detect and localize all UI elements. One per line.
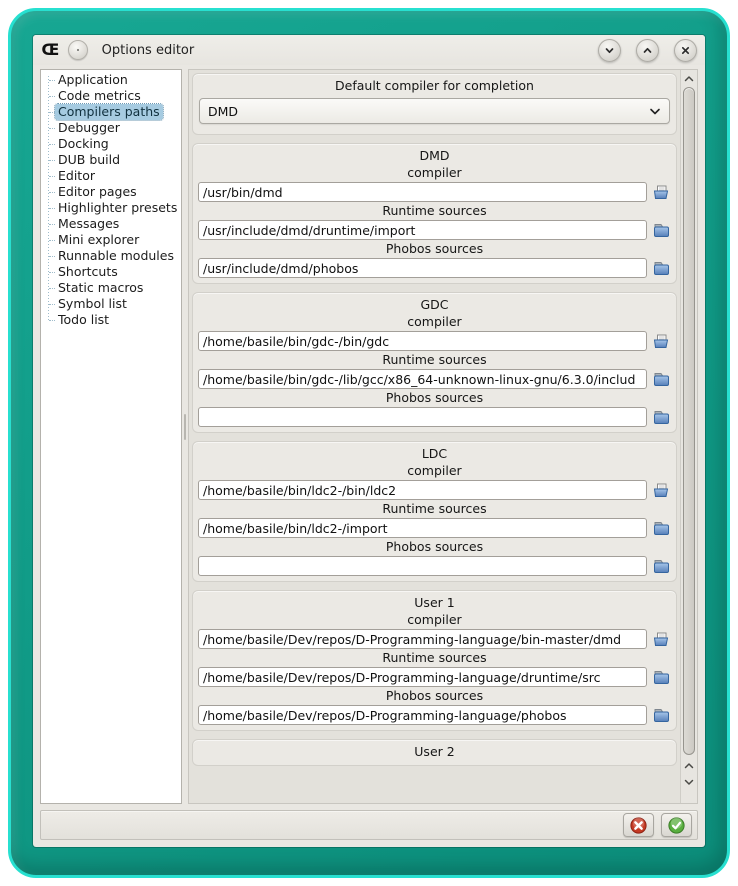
browse-folder-button[interactable] bbox=[652, 371, 671, 388]
browse-file-button[interactable] bbox=[652, 184, 671, 201]
gdc-compiler-input[interactable] bbox=[198, 331, 647, 351]
browse-folder-button[interactable] bbox=[652, 558, 671, 575]
default-compiler-select[interactable] bbox=[199, 98, 670, 124]
titlebar[interactable] bbox=[33, 35, 705, 65]
open-file-icon bbox=[653, 185, 670, 200]
scroll-down-button[interactable] bbox=[681, 774, 697, 789]
gdc-runtime-sources-input[interactable] bbox=[198, 369, 647, 389]
group-title: User 1 bbox=[414, 595, 455, 610]
options-editor-window bbox=[33, 35, 705, 847]
folder-icon bbox=[653, 410, 670, 425]
sidebar-item-editor[interactable]: Editor bbox=[49, 168, 181, 184]
field-label: Phobos sources bbox=[385, 688, 484, 703]
open-file-icon bbox=[653, 334, 670, 349]
folder-icon bbox=[653, 670, 670, 685]
field-label: compiler bbox=[407, 612, 462, 627]
gdc-phobos-sources-input[interactable] bbox=[198, 407, 647, 427]
browse-folder-button[interactable] bbox=[652, 520, 671, 537]
sidebar-item-runnable-modules[interactable]: Runnable modules bbox=[49, 248, 181, 264]
category-tree bbox=[45, 72, 181, 328]
sidebar-item-mini-explorer[interactable]: Mini explorer bbox=[49, 232, 181, 248]
browse-folder-button[interactable] bbox=[652, 260, 671, 277]
field-label: compiler bbox=[407, 165, 462, 180]
vertical-scrollbar[interactable] bbox=[680, 70, 697, 803]
group-title: Default compiler for completion bbox=[335, 78, 534, 93]
dot-icon bbox=[77, 49, 79, 51]
chevron-up-icon bbox=[684, 762, 694, 770]
compiler-group-dmd bbox=[192, 143, 677, 284]
cancel-x-icon bbox=[630, 817, 647, 834]
dmd-compiler-input[interactable] bbox=[198, 182, 647, 202]
combo-value: DMD bbox=[208, 103, 239, 119]
category-sidebar bbox=[40, 69, 182, 804]
sidebar-item-debugger[interactable]: Debugger bbox=[49, 120, 181, 136]
dmd-phobos-sources-input[interactable] bbox=[198, 258, 647, 278]
chevron-down-icon bbox=[604, 45, 615, 56]
close-button[interactable] bbox=[674, 39, 697, 62]
browse-folder-button[interactable] bbox=[652, 669, 671, 686]
footer-bar bbox=[40, 810, 698, 840]
open-file-icon bbox=[653, 632, 670, 647]
minimize-button[interactable] bbox=[598, 39, 621, 62]
dmd-runtime-sources-input[interactable] bbox=[198, 220, 647, 240]
compiler-group-user2 bbox=[192, 739, 677, 766]
field-label: compiler bbox=[407, 314, 462, 329]
sidebar-item-compilers-paths[interactable]: Compilers paths bbox=[49, 104, 181, 120]
field-label: Runtime sources bbox=[382, 650, 487, 665]
app-logo-icon: Œ bbox=[41, 40, 60, 59]
chevron-up-icon bbox=[642, 45, 653, 56]
scrollbar-thumb[interactable] bbox=[683, 87, 695, 755]
browse-folder-button[interactable] bbox=[652, 222, 671, 239]
field-label: Phobos sources bbox=[385, 241, 484, 256]
sidebar-item-todo-list[interactable]: Todo list bbox=[49, 312, 181, 328]
cancel-button[interactable] bbox=[623, 813, 654, 837]
window-title: Options editor bbox=[101, 42, 195, 58]
group-title: LDC bbox=[421, 446, 448, 461]
browse-folder-button[interactable] bbox=[652, 409, 671, 426]
folder-icon bbox=[653, 521, 670, 536]
user1-compiler-input[interactable] bbox=[198, 629, 647, 649]
sidebar-item-messages[interactable]: Messages bbox=[49, 216, 181, 232]
browse-file-button[interactable] bbox=[652, 631, 671, 648]
body-row bbox=[33, 65, 705, 804]
folder-icon bbox=[653, 261, 670, 276]
chevron-up-icon bbox=[684, 75, 694, 83]
folder-icon bbox=[653, 708, 670, 723]
compiler-group-user1 bbox=[192, 590, 677, 731]
sidebar-item-code-metrics[interactable]: Code metrics bbox=[49, 88, 181, 104]
sidebar-item-docking[interactable]: Docking bbox=[49, 136, 181, 152]
splitter[interactable] bbox=[182, 69, 188, 804]
field-label: Runtime sources bbox=[382, 501, 487, 516]
field-label: Runtime sources bbox=[382, 352, 487, 367]
sidebar-item-symbol-list[interactable]: Symbol list bbox=[49, 296, 181, 312]
sidebar-item-highlighter-presets[interactable]: Highlighter presets bbox=[49, 200, 181, 216]
group-title: User 2 bbox=[414, 744, 455, 759]
browse-folder-button[interactable] bbox=[652, 707, 671, 724]
chevron-down-icon bbox=[649, 107, 661, 116]
sidebar-item-dub-build[interactable]: DUB build bbox=[49, 152, 181, 168]
user1-phobos-sources-input[interactable] bbox=[198, 705, 647, 725]
maximize-button[interactable] bbox=[636, 39, 659, 62]
window-frame bbox=[8, 8, 730, 878]
field-label: Phobos sources bbox=[385, 390, 484, 405]
sidebar-item-shortcuts[interactable]: Shortcuts bbox=[49, 264, 181, 280]
field-label: Phobos sources bbox=[385, 539, 484, 554]
scroll-content bbox=[189, 70, 680, 803]
folder-icon bbox=[653, 559, 670, 574]
scroll-up-button-2[interactable] bbox=[681, 758, 697, 773]
compiler-group-gdc bbox=[192, 292, 677, 433]
scroll-up-button[interactable] bbox=[681, 71, 697, 86]
sidebar-item-application[interactable]: Application bbox=[49, 72, 181, 88]
open-file-icon bbox=[653, 483, 670, 498]
ldc-phobos-sources-input[interactable] bbox=[198, 556, 647, 576]
compilers-paths-panel bbox=[188, 69, 698, 804]
field-label: Runtime sources bbox=[382, 203, 487, 218]
group-title: DMD bbox=[419, 148, 450, 163]
ldc-compiler-input[interactable] bbox=[198, 480, 647, 500]
field-label: compiler bbox=[407, 463, 462, 478]
chevron-down-icon bbox=[684, 778, 694, 786]
accept-button[interactable] bbox=[661, 813, 692, 837]
default-compiler-group bbox=[192, 73, 677, 135]
browse-file-button[interactable] bbox=[652, 333, 671, 350]
group-title: GDC bbox=[420, 297, 449, 312]
browse-file-button[interactable] bbox=[652, 482, 671, 499]
window-menu-button[interactable] bbox=[68, 40, 88, 60]
folder-icon bbox=[653, 372, 670, 387]
sidebar-item-static-macros[interactable]: Static macros bbox=[49, 280, 181, 296]
sidebar-item-editor-pages[interactable]: Editor pages bbox=[49, 184, 181, 200]
close-icon bbox=[680, 45, 691, 56]
user1-runtime-sources-input[interactable] bbox=[198, 667, 647, 687]
ldc-runtime-sources-input[interactable] bbox=[198, 518, 647, 538]
folder-icon bbox=[653, 223, 670, 238]
accept-check-icon bbox=[668, 817, 685, 834]
compiler-group-ldc bbox=[192, 441, 677, 582]
